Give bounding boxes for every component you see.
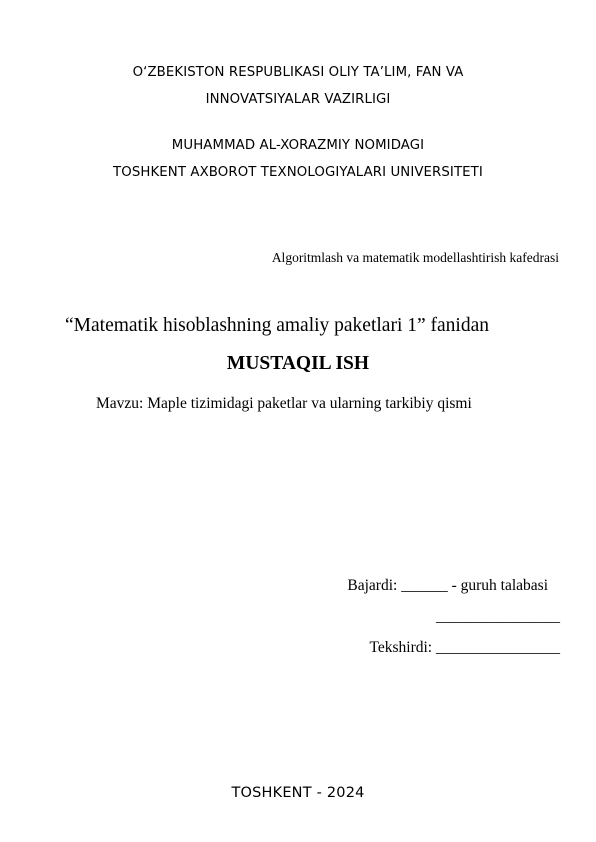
- work-title: MUSTAQIL ISH: [226, 353, 370, 374]
- student-name-line: ________________: [436, 608, 560, 625]
- university-line-1: MUHAMMAD AL-XORAZMIY NOMIDAGI: [171, 138, 425, 153]
- city-year: TOSHKENT - 2024: [231, 785, 365, 801]
- done-by-line: Bajardi: ______ - guruh talabasi: [347, 577, 548, 594]
- subject-title: “Matematik hisoblashning amaliy paketlari 1” fanidan: [65, 315, 489, 336]
- checked-by-line: Tekshirdi: ________________: [369, 639, 560, 656]
- topic-line: Mavzu: Maple tizimidagi paketlar va ularning tarkibiy qismi: [96, 395, 472, 412]
- ministry-line-1: O‘ZBEKISTON RESPUBLIKASI OLIY TA’LIM, FAN VA: [132, 65, 464, 80]
- department-name: Algoritmlash va matematik modellashtirish kafedrasi: [271, 250, 559, 265]
- ministry-line-2: INNOVATSIYALAR VAZIRLIGI: [205, 92, 391, 107]
- university-line-2: TOSHKENT AXBOROT TEXNOLOGIYALARI UNIVERSITETI: [113, 165, 483, 180]
